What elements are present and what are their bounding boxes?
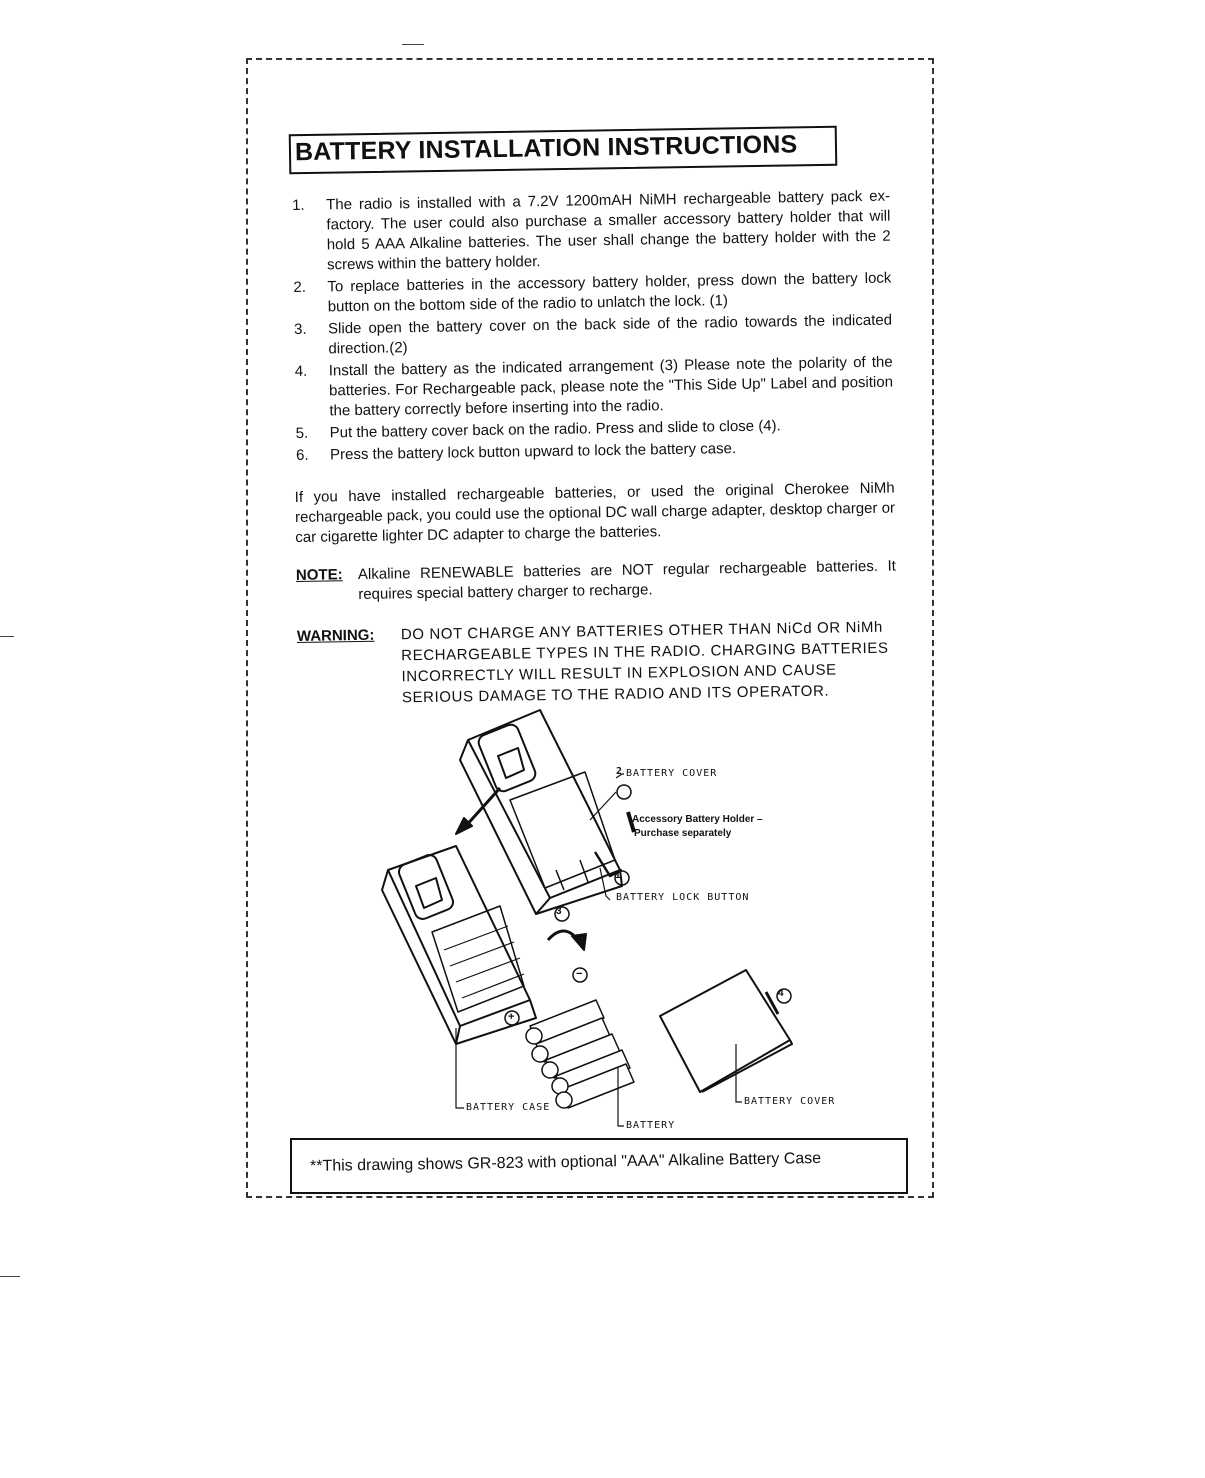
instructions-content: [290, 187, 898, 710]
step-number: 3.: [293, 320, 307, 338]
label-accessory-holder-line1: Accessory Battery Holder –: [632, 814, 763, 825]
step-number: 2.: [293, 278, 307, 296]
step-text: Press the battery lock button upward to lock the battery case.: [329, 440, 737, 464]
callout-2-digit: 2: [616, 766, 623, 777]
label-battery: BATTERY: [626, 1120, 676, 1131]
label-battery-case: BATTERY CASE: [466, 1102, 551, 1113]
label-battery-cover-top: BATTERY COVER: [626, 768, 718, 779]
charging-paragraph: If you have installed rechargeable batteries, or used the original Cherokee NiMh rechargeable pack, you could use the optional DC wall charge adapter, desktop charger or car cigarette lighter DC adapter to charge the batteries.: [294, 479, 896, 546]
loose-battery-cover-illustration: [660, 970, 790, 1092]
step-text: The radio is installed with a 7.2V 1200mAH NiMH rechargeable battery pack ex-factory. The user could also purchase a smaller accessory battery holder that will hold 5 AAA Alkaline batteries. The user shall change the battery holder with the 2 screws within the battery holder.: [326, 187, 891, 274]
scan-mark: [0, 636, 14, 637]
label-battery-lock-button: BATTERY LOCK BUTTON: [616, 892, 750, 903]
footer-note-box: [290, 1138, 908, 1194]
note-label: NOTE:: [295, 566, 343, 584]
step-item: [292, 311, 893, 360]
plus-sign: +: [508, 1011, 515, 1023]
callout-4-digit: 4: [778, 988, 784, 999]
step-number: 1.: [292, 196, 305, 214]
note-block: [296, 557, 897, 606]
warning-block: [297, 617, 898, 710]
callout-1-digit: 1: [615, 870, 621, 881]
step-text: Install the battery as the indicated arrangement (3) Please note the polarity of the batteries. For Rechargeable pack, please note the "This Side Up" Label and position the battery correctly before inserting into the radio.: [328, 353, 894, 420]
scan-mark: [0, 1276, 20, 1277]
battery-installation-diagram: [360, 700, 880, 1140]
step-number: 4.: [294, 362, 308, 380]
minus-sign: −: [576, 968, 583, 980]
warning-label: WARNING:: [296, 626, 375, 645]
label-battery-cover-bottom: BATTERY COVER: [744, 1096, 836, 1107]
step-item: [293, 353, 894, 422]
label-accessory-holder-line2: Purchase separately: [634, 828, 732, 839]
step-text: To replace batteries in the accessory battery holder, press down the battery lock button on the bottom side of the radio to unlatch the lock. (1): [327, 269, 892, 316]
page-title: BATTERY INSTALLATION INSTRUCTIONS: [294, 130, 798, 167]
step-item: [291, 269, 892, 318]
step-number: 5.: [295, 424, 309, 442]
step-text: Slide open the battery cover on the back side of the radio towards the indicated direction.(2): [327, 311, 893, 358]
scan-mark: [402, 44, 424, 45]
steps-list: [290, 187, 894, 466]
note-text: Alkaline RENEWABLE batteries are NOT regular rechargeable batteries. It requires special battery charger to recharge.: [357, 557, 897, 603]
step-item: [290, 187, 891, 276]
step-number: 6.: [295, 446, 309, 464]
footer-note: **This drawing shows GR-823 with optional "AAA" Alkaline Battery Case: [309, 1149, 822, 1176]
step-text: Put the battery cover back on the radio. Press and slide to close (4).: [329, 417, 781, 442]
callout-3-digit: 3: [556, 906, 562, 917]
warning-text: DO NOT CHARGE ANY BATTERIES OTHER THAN NiCd OR NiMh RECHARGEABLE TYPES IN THE RADIO. CHARGING BATTERIES INCORRECTLY WILL RESULT IN EXPLOSION AND CAUSE SERIOUS DAMAGE TO THE RADIO AND ITS OPERATOR.: [400, 618, 889, 707]
